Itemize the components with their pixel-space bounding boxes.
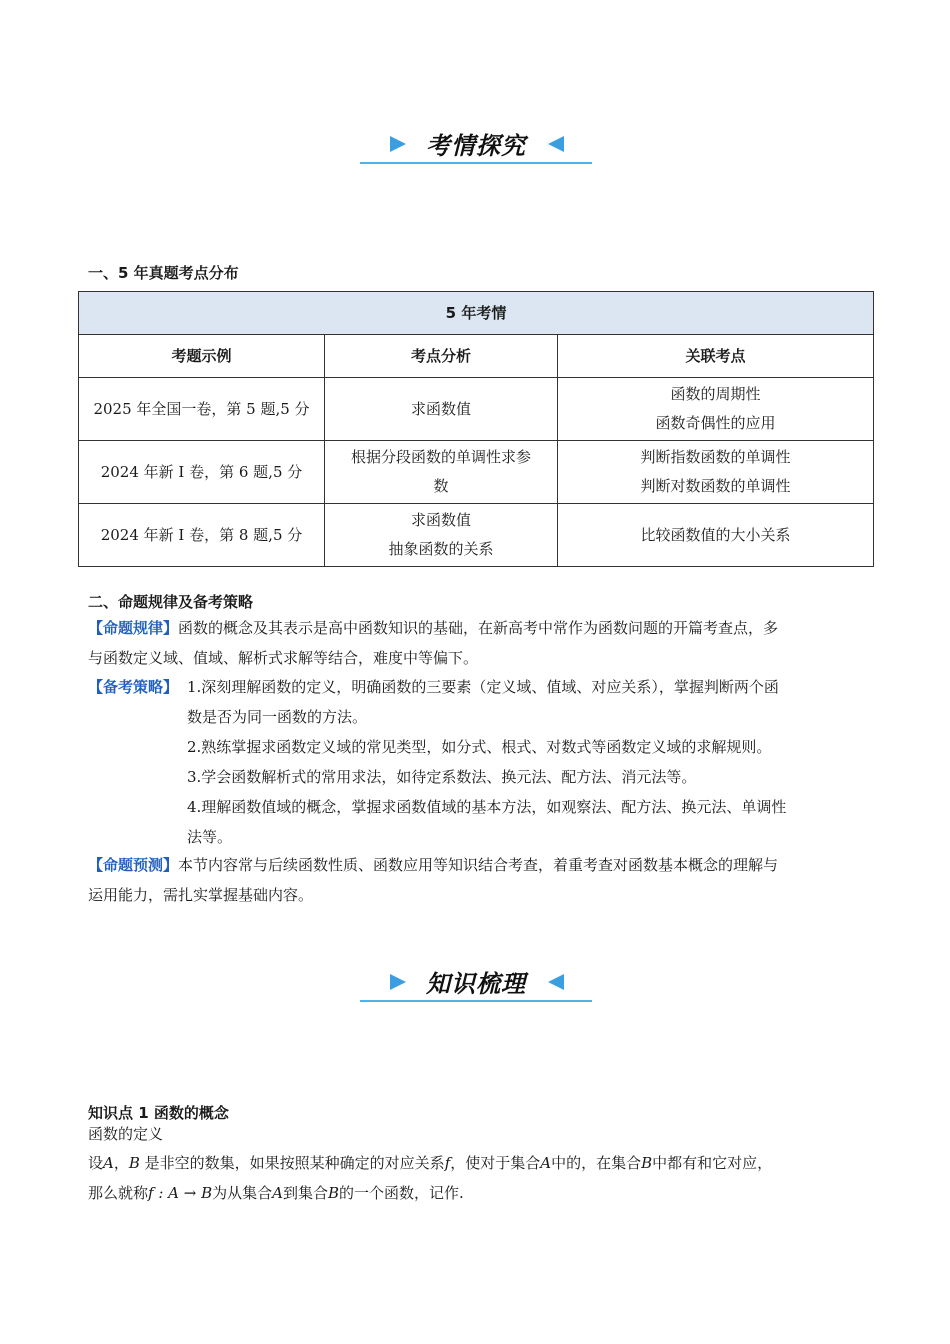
cell-analysis — [325, 441, 558, 504]
predict-line — [88, 850, 868, 880]
rule-paragraph — [88, 613, 868, 673]
rule-line: 与函数定义域、值域、解析式求解等结合，难度中等偏下。 — [88, 649, 479, 667]
math-var: f — [444, 1154, 451, 1172]
knowledge-subtitle: 函数的定义 — [88, 1125, 164, 1143]
text: 设 — [88, 1154, 104, 1172]
cell-text: 抽象函数的关系 — [388, 540, 494, 558]
predict-paragraph — [88, 850, 868, 910]
text: 中都有和它对应， — [652, 1154, 773, 1172]
section-banner — [360, 124, 592, 164]
section-title: 二、命题规律及备考策略 — [88, 593, 254, 611]
strategy-item: 3.学会函数解析式的常用求法，如待定系数法、换元法、配方法、消元法等。 — [187, 768, 697, 786]
math-var: B — [641, 1154, 653, 1172]
strategy-tag-block — [88, 672, 178, 702]
banner-underline — [360, 1000, 592, 1002]
predict-line: 运用能力，需扎实掌握基础内容。 — [88, 886, 314, 904]
banner-title: 知识梳理 — [426, 970, 526, 998]
arrow-left-icon — [548, 136, 564, 152]
definition-paragraph — [88, 1148, 878, 1208]
definition-line — [88, 1148, 878, 1178]
math-var: A — [540, 1154, 552, 1172]
text: ， — [113, 1154, 129, 1172]
rule-line — [88, 613, 868, 643]
strategy-list — [187, 672, 867, 852]
strategy-item: 2.熟练掌握求函数定义域的常见类型，如分式、根式、对数式等函数定义域的求解规则。 — [187, 738, 772, 756]
predict-tag: 【命题预测】 — [88, 856, 179, 874]
cell-text: 求函数值 — [410, 511, 471, 529]
cell-analysis — [325, 378, 558, 441]
cell-text: 比较函数值的大小关系 — [640, 525, 791, 544]
banner-underline — [360, 162, 592, 164]
text: 那么就称 — [88, 1184, 149, 1202]
text: 是非空的数集，如果按照某种确定的对应关系 — [139, 1154, 445, 1172]
table-header-row — [79, 335, 874, 378]
math-var: B — [128, 1154, 140, 1172]
rule-tag: 【命题规律】 — [88, 619, 179, 637]
strategy-item: 1.深刻理解函数的定义，明确函数的三要素（定义域、值域、对应关系），掌握判断两个函 — [187, 678, 779, 696]
math-var: B — [328, 1184, 340, 1202]
cell-text: 求函数值 — [410, 399, 471, 418]
text: ，使对于集合 — [450, 1154, 541, 1172]
cell-related — [558, 441, 874, 504]
table-row — [79, 504, 874, 567]
cell-text: 判断指数函数的单调性 — [640, 448, 791, 466]
table-caption: 5 年考情 — [79, 292, 874, 335]
cell-related — [558, 504, 874, 567]
header-example: 考题示例 — [79, 335, 325, 378]
cell-related — [558, 378, 874, 441]
table-row — [79, 378, 874, 441]
cell-text: 数 — [433, 477, 449, 495]
cell-analysis — [325, 504, 558, 567]
knowledge-title: 知识点 1 函数的概念 — [88, 1104, 229, 1122]
strategy-item: 法等。 — [187, 828, 233, 846]
math-var: A — [272, 1184, 283, 1202]
cell-example: 2024 年新 I 卷，第 6 题,5 分 — [79, 441, 325, 504]
strategy-item: 4.理解函数值域的概念，掌握求函数值域的基本方法，如观察法、配方法、换元法、单调性 — [187, 798, 787, 816]
predict-text: 本节内容常与后续函数性质、函数应用等知识结合考查，着重考查对函数基本概念的理解与 — [178, 856, 779, 874]
cell-text: 函数的周期性 — [670, 385, 761, 403]
text: 到集合 — [282, 1184, 328, 1202]
exam-table — [78, 291, 874, 567]
math-var: A — [103, 1154, 114, 1172]
cell-text: 函数奇偶性的应用 — [655, 414, 776, 432]
header-related: 关联考点 — [558, 335, 874, 378]
section-banner — [360, 962, 592, 1002]
text: 中的，在集合 — [551, 1154, 642, 1172]
arrow-left-icon — [548, 974, 564, 990]
strategy-item: 数是否为同一函数的方法。 — [187, 708, 368, 726]
cell-text: 根据分段函数的单调性求参 — [350, 448, 531, 466]
header-analysis: 考点分析 — [325, 335, 558, 378]
table-row — [79, 441, 874, 504]
cell-text: 判断对数函数的单调性 — [640, 477, 791, 495]
section-title: 一、5 年真题考点分布 — [88, 264, 239, 282]
banner-title: 考情探究 — [426, 132, 526, 160]
strategy-tag: 【备考策略】 — [88, 678, 179, 696]
table-caption-row — [79, 292, 874, 335]
cell-example: 2025 年全国一卷，第 5 题,5 分 — [79, 378, 325, 441]
definition-line — [88, 1178, 878, 1208]
math-expression: f : A → B — [148, 1184, 213, 1202]
rule-text: 函数的概念及其表示是高中函数知识的基础，在新高考中常作为函数问题的开篇考查点，多 — [178, 619, 779, 637]
text: 的一个函数，记作. — [339, 1184, 464, 1202]
cell-example: 2024 年新 I 卷，第 8 题,5 分 — [79, 504, 325, 567]
text: 为从集合 — [212, 1184, 273, 1202]
